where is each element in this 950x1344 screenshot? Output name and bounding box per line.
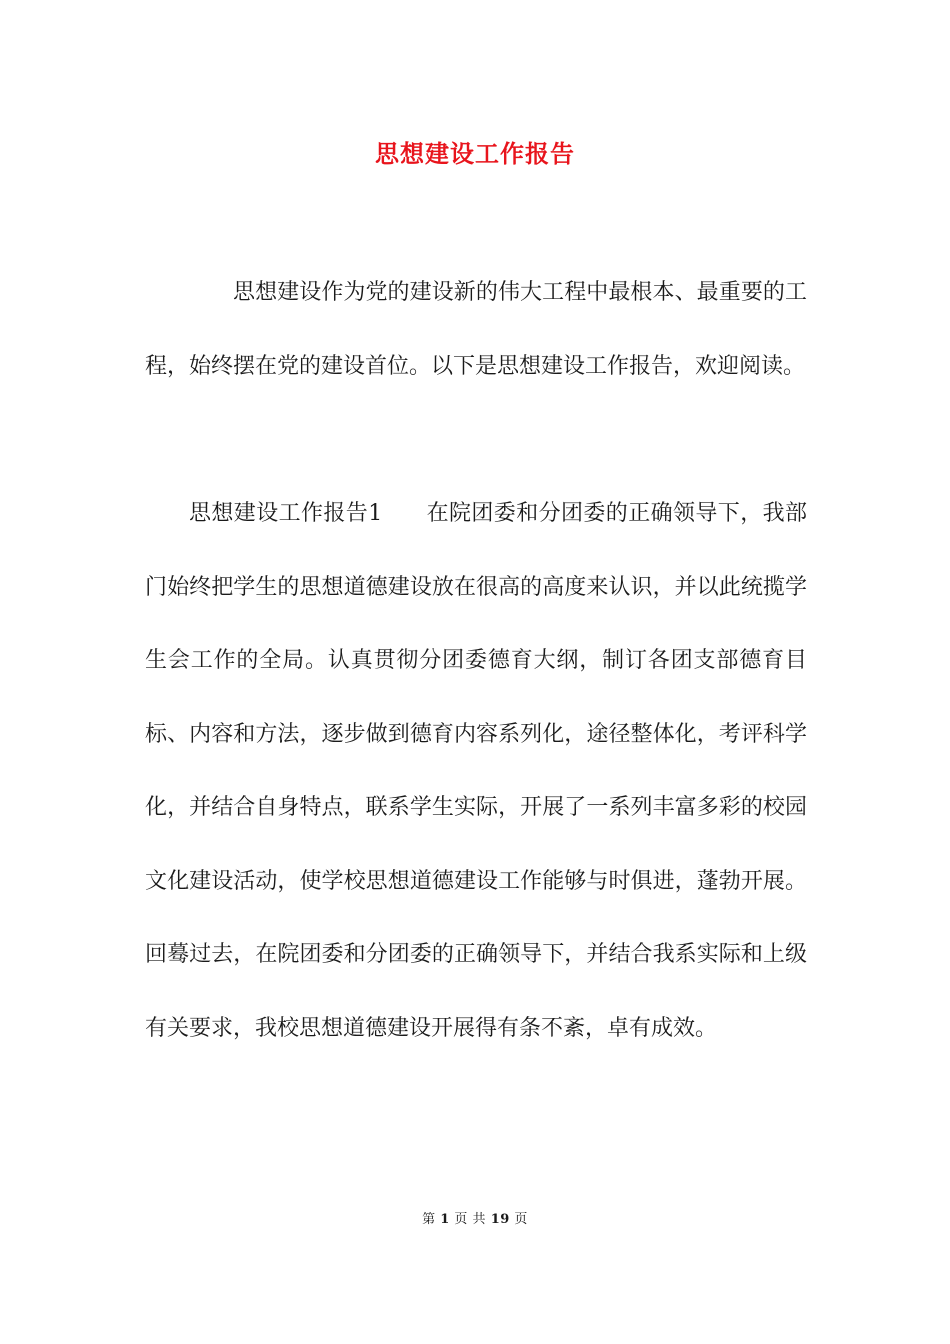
footer-total-pages: 19 (490, 1212, 510, 1227)
footer-suffix: 页 (514, 1212, 528, 1227)
footer-middle: 页 共 (454, 1212, 487, 1227)
section-body: 在院团委和分团委的正确领导下，我部门始终把学生的思想道德建设放在很高的高度来认识，并以此统揽学生会工作的全局。认真贯彻分团委德育大纲，制订各团支部德育目标、内容和方法，逐步做到德育内容系列化，途径整体化，考评科学化，并结合自身特点，联系学生实际，开展了一系列丰富多彩的校园文化建设活动，使学校思想道德建设工作能够与时俱进，蓬勃开展。回蓦过去，在院团委和分团委的正确领导下，并结合我系实际和上级有关要求，我校思想道德建设开展得有条不紊，卓有成效。 (145, 501, 807, 1041)
section-heading: 思想建设工作报告1 (189, 501, 383, 526)
section-paragraph (145, 477, 807, 1065)
document-title: 思想建设工作报告 (375, 139, 575, 168)
footer-prefix: 第 (422, 1212, 436, 1227)
intro-paragraph: 思想建设作为党的建设新的伟大工程中最根本、最重要的工程，始终摆在党的建设首位。以下是思想建设工作报告，欢迎阅读。 (145, 280, 807, 379)
page-footer (0, 1208, 950, 1227)
footer-page-number: 1 (440, 1212, 450, 1227)
